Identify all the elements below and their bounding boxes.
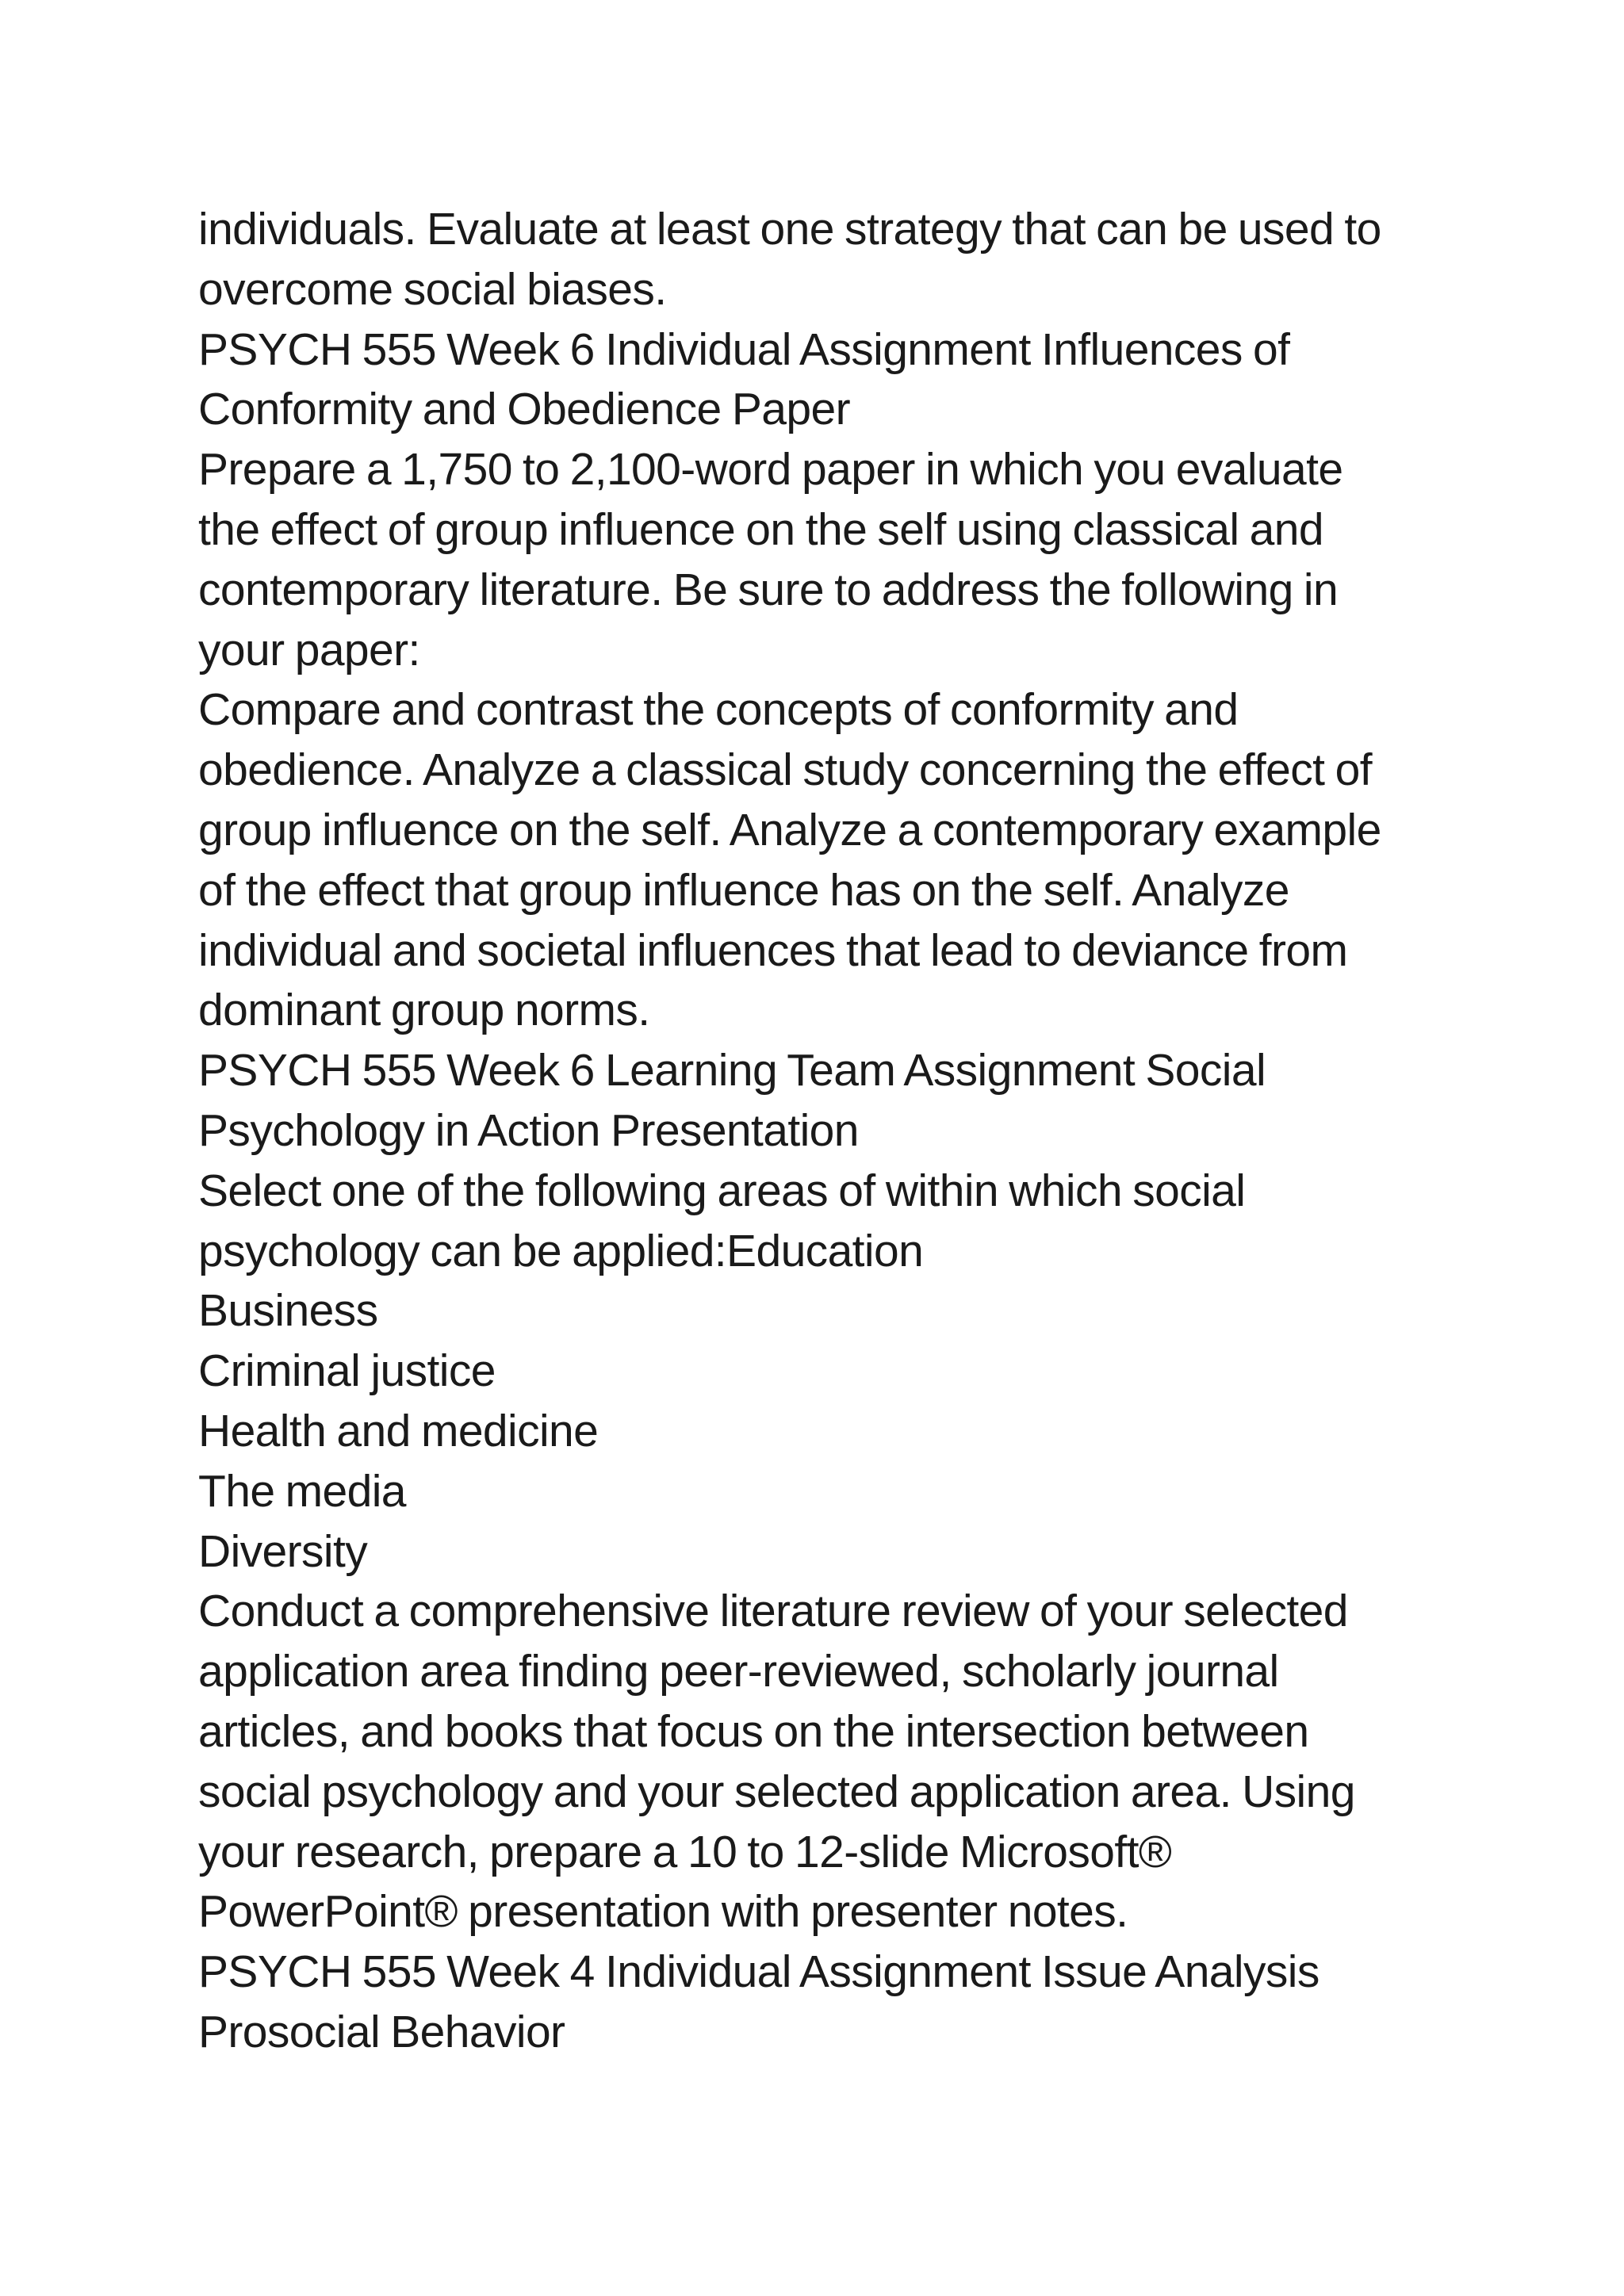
section-heading-line: PSYCH 555 Week 4 Individual Assignment Issue Analysis	[198, 1946, 1320, 1998]
text-line: of the effect that group influence has on the self. Analyze	[198, 864, 1289, 916]
text-line: contemporary literature. Be sure to address the following in	[198, 564, 1339, 615]
text-line: Prepare a 1,750 to 2,100-word paper in which you evaluate	[198, 444, 1343, 496]
section-heading-line: PSYCH 555 Week 6 Individual Assignment Influences of	[198, 323, 1290, 375]
text-line: psychology can be applied:Education	[198, 1225, 924, 1276]
section-heading-line: Psychology in Action Presentation	[198, 1104, 859, 1156]
section-heading-line: PSYCH 555 Week 6 Learning Team Assignment Social	[198, 1045, 1266, 1096]
text-line: dominant group norms.	[198, 985, 650, 1036]
document-body	[198, 200, 1467, 2063]
text-line: Conduct a comprehensive literature review of your selected	[198, 1586, 1348, 1637]
text-line: application area finding peer-reviewed, scholarly journal	[198, 1646, 1279, 1697]
list-item: The media	[198, 1465, 406, 1517]
text-line: overcome social biases.	[198, 263, 667, 315]
text-line: your paper:	[198, 624, 420, 675]
text-line: your research, prepare a 10 to 12-slide Microsoft®	[198, 1826, 1172, 1877]
list-item: Criminal justice	[198, 1345, 496, 1397]
text-line: PowerPoint® presentation with presenter notes.	[198, 1886, 1128, 1938]
text-line: Compare and contrast the concepts of conformity and	[198, 684, 1239, 736]
list-item: Health and medicine	[198, 1405, 599, 1456]
text-line: obedience. Analyze a classical study concerning the effect of	[198, 744, 1372, 796]
list-item: Diversity	[198, 1525, 368, 1577]
text-line: social psychology and your selected application area. Using	[198, 1766, 1355, 1817]
text-line: the effect of group influence on the self using classical and	[198, 503, 1323, 555]
section-heading-line: Prosocial Behavior	[198, 2006, 565, 2057]
section-heading-line: Conformity and Obedience Paper	[198, 384, 850, 435]
list-item: Business	[198, 1285, 378, 1337]
text-line: Select one of the following areas of within which social	[198, 1165, 1246, 1216]
text-line: group influence on the self. Analyze a contemporary example	[198, 804, 1381, 855]
text-line: individual and societal influences that lead to deviance from	[198, 924, 1348, 976]
text-line: individuals. Evaluate at least one strategy that can be used to	[198, 204, 1381, 254]
text-line: articles, and books that focus on the intersection between	[198, 1705, 1309, 1757]
